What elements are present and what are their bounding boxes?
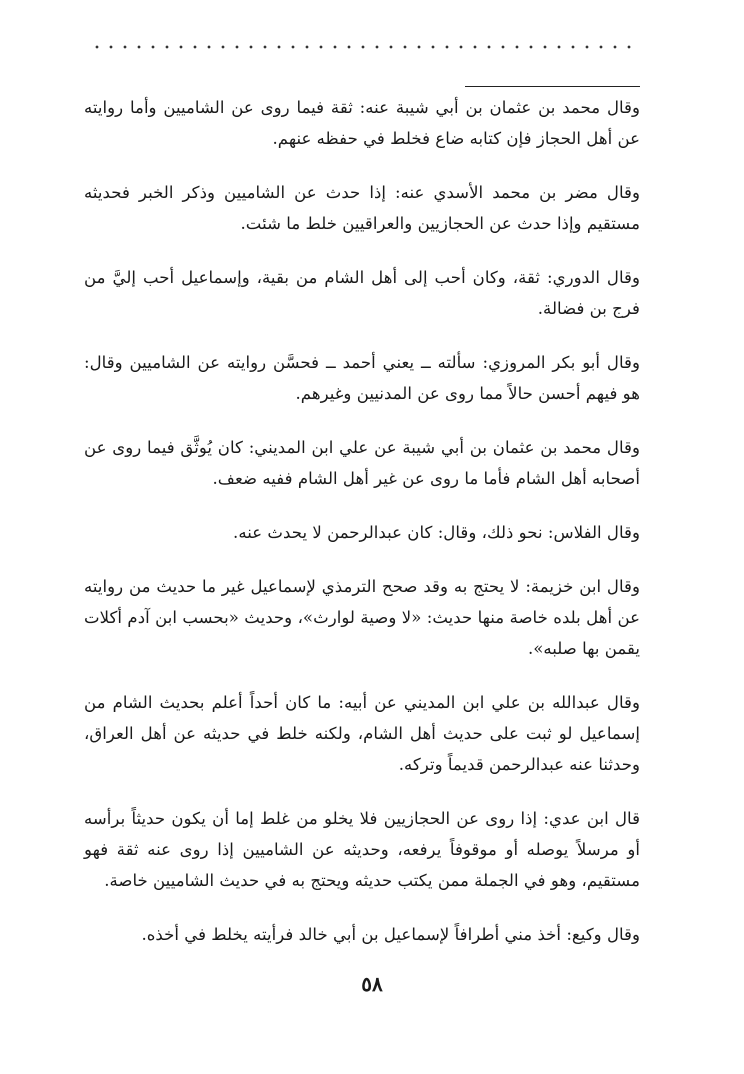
dotted-header-border bbox=[90, 44, 638, 50]
paragraph: وقال الفلاس: نحو ذلك، وقال: كان عبدالرحمن لا يحدث عنه. bbox=[233, 523, 640, 542]
paragraph: وقال وكيع: أخذ مني أطرافاً لإسماعيل بن أبي خالد فرأيته يخلط في أخذه. bbox=[141, 925, 640, 944]
paragraph: وقال ابن خزيمة: لا يحتج به وقد صحح الترمذي لإسماعيل غير ما حديث من روايته عن أهل بلده خاصة منها حديث: «لا وصية لوارث»، وحديث «بحسب ابن آدم أكلات يقمن بها صلبه». bbox=[84, 577, 640, 658]
paragraph: قال ابن عدي: إذا روى عن الحجازيين فلا يخلو من غلط إما أن يكون حديثاً برأسه أو مرسلاً يوصله أو موقوفاً يرفعه، وحديثه عن الشاميين إذا روى عنه ثقة فهو مستقيم، وهو في الجملة ممن يكتب حديثه ويحتج به في حديث الشاميين خاصة. bbox=[84, 809, 640, 890]
paragraph: وقال أبو بكر المروزي: سألته ــ يعني أحمد ــ فحسَّن روايته عن الشاميين وقال: هو فيهم أحسن حالاً مما روى عن المدنيين وغيرهم. bbox=[84, 353, 640, 403]
paragraph: وقال عبدالله بن علي ابن المديني عن أبيه: ما كان أحداً أعلم بحديث الشام من إسماعيل لو ثبت على حديث أهل الشام، ولكنه خلط في حديثه عن أهل العراق، وحدثنا عنه عبدالرحمن قديماً وتركه. bbox=[84, 693, 640, 774]
page-number: ٥٨ bbox=[361, 972, 383, 996]
paragraph: وقال مضر بن محمد الأسدي عنه: إذا حدث عن الشاميين وذكر الخبر فحديثه مستقيم وإذا حدث عن الحجازيين والعراقيين خلط ما شئت. bbox=[84, 183, 640, 233]
paragraph: وقال محمد بن عثمان بن أبي شيبة عنه: ثقة فيما روى عن الشاميين وأما روايته عن أهل الحجاز فإن كتابه ضاع فخلط في حفظه عنهم. bbox=[84, 98, 640, 148]
paragraph: وقال محمد بن عثمان بن أبي شيبة عن علي ابن المديني: كان يُوثَّق فيما روى عن أصحابه أهل الشام فأما ما روى عن غير أهل الشام ففيه ضعف. bbox=[84, 438, 640, 488]
header-rule bbox=[465, 86, 640, 87]
text-column bbox=[84, 92, 640, 973]
paragraph: وقال الدوري: ثقة، وكان أحب إلى أهل الشام من بقية، وإسماعيل أحب إليَّ من فرج بن فضالة. bbox=[84, 268, 640, 318]
